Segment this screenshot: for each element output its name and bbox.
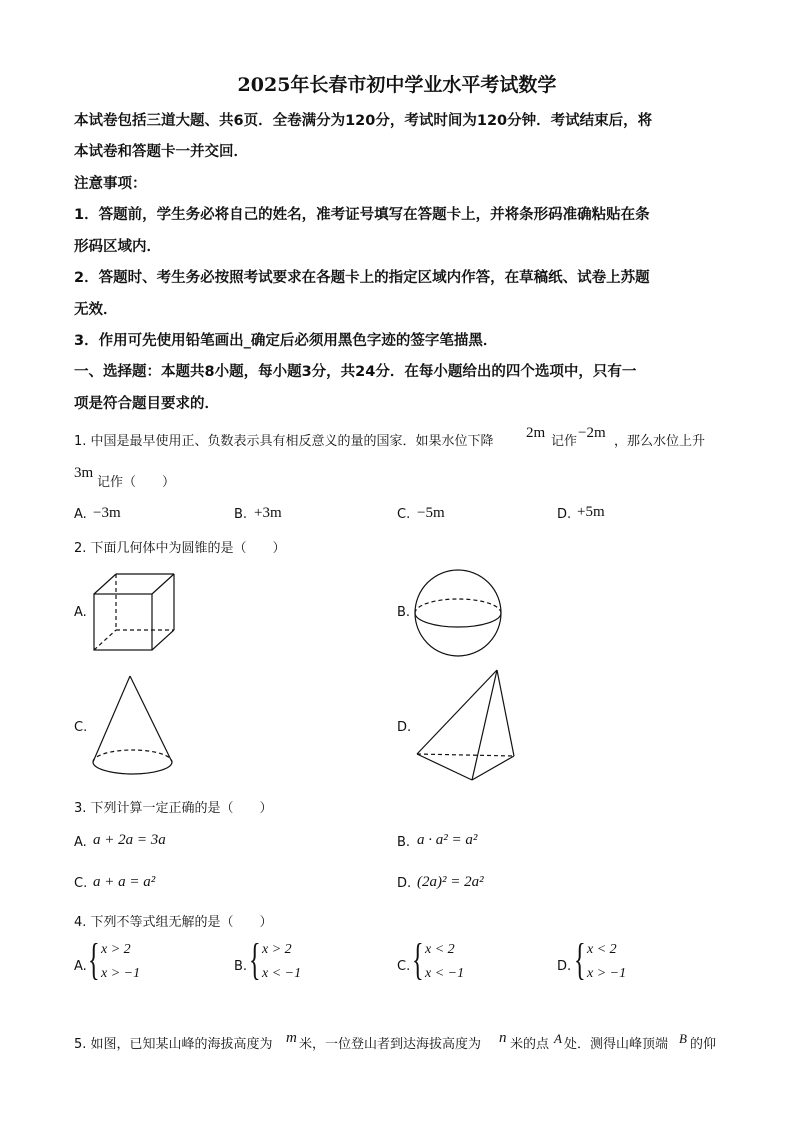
q3-option-b-expr: a · a² = a² bbox=[417, 832, 478, 848]
intro-line-1: 本试卷包括三道大题、共6页．全卷满分为120分，考试时间为120分钟．考试结束后，将 bbox=[74, 113, 653, 129]
q5-var-m: m bbox=[286, 1030, 297, 1046]
q4-option-c-bottom: x < −1 bbox=[425, 966, 465, 981]
q3-option-d-label: D. bbox=[397, 876, 412, 891]
q3-option-c-expr: a + a = a² bbox=[93, 874, 156, 890]
q4-option-d-brace: { bbox=[574, 935, 586, 984]
q1-text-a: 1. 中国是最早使用正、负数表示具有相反意义的量的国家．如果水位下降 bbox=[74, 434, 494, 449]
q3-text: 3. 下列计算一定正确的是（ ） bbox=[74, 801, 273, 816]
q3-option-b-label: B. bbox=[397, 835, 411, 850]
q1-option-d-label: D. bbox=[557, 507, 572, 522]
q4-option-c-label: C. bbox=[397, 959, 411, 974]
q4-option-c-top: x < 2 bbox=[425, 942, 455, 957]
notice-2a: 2．答题时、考生务必按照考试要求在各题卡上的指定区域内作答，在草稿纸、试卷上苏题 bbox=[74, 270, 650, 286]
q4-option-d-bottom: x > −1 bbox=[587, 966, 627, 981]
q4-option-b-top: x > 2 bbox=[262, 942, 292, 957]
q1-option-a-value: −3m bbox=[93, 505, 121, 521]
cube-figure bbox=[88, 570, 178, 655]
notice-3: 3．作用可先使用铅笔画出_确定后必须用黑色字迹的签字笔描黑． bbox=[74, 333, 498, 349]
notice-1a: 1．答题前，学生务必将自己的姓名，准考证号填写在答题卡上，并将条形码准确粘贴在条 bbox=[74, 207, 650, 223]
section1-line-2: 项是符合题目要求的． bbox=[74, 396, 219, 412]
q4-option-a-top: x > 2 bbox=[101, 942, 131, 957]
q4-option-d-label: D. bbox=[557, 959, 572, 974]
q5-text-c: 米的点 bbox=[510, 1037, 550, 1052]
q4-option-b-bottom: x < −1 bbox=[262, 966, 302, 981]
page-title: 2025年长春市初中学业水平考试数学 bbox=[237, 74, 557, 96]
q1-option-a-label: A. bbox=[74, 507, 87, 522]
q3-option-d-expr: (2a)² = 2a² bbox=[417, 874, 484, 890]
q2-label-b: B. bbox=[397, 605, 411, 620]
q1-val-1: 2m bbox=[526, 425, 546, 441]
q1-val-2: −2m bbox=[578, 425, 606, 441]
q1-option-d-value: +5m bbox=[577, 504, 605, 520]
q4-option-d-top: x < 2 bbox=[587, 942, 617, 957]
q5-text-a: 5. 如图，已知某山峰的海拔高度为 bbox=[74, 1037, 273, 1052]
notice-heading: 注意事项： bbox=[74, 176, 147, 192]
pyramid-figure bbox=[414, 666, 518, 784]
q4-option-c-brace: { bbox=[412, 935, 424, 984]
q3-option-c-label: C. bbox=[74, 876, 88, 891]
q5-var-n: n bbox=[499, 1030, 507, 1046]
q4-option-b-brace: { bbox=[249, 935, 261, 984]
sphere-figure bbox=[412, 567, 504, 659]
q1-option-c-value: −5m bbox=[417, 505, 445, 521]
q2-text: 2. 下面几何体中为圆锥的是（ ） bbox=[74, 541, 286, 556]
intro-line-2: 本试卷和答题卡一并交回． bbox=[74, 144, 248, 160]
q5-text-d: 处．测得山峰顶端 bbox=[564, 1037, 669, 1052]
q2-label-d: D. bbox=[397, 720, 412, 735]
q3-option-a-expr: a + 2a = 3a bbox=[93, 832, 166, 848]
q1-text-d: 记作（ ） bbox=[97, 475, 176, 490]
section1-line-1: 一、选择题：本题共8小题，每小题3分，共24分．在每小题给出的四个选项中，只有一 bbox=[74, 364, 637, 380]
q1-val-3: 3m bbox=[74, 465, 94, 481]
q1-option-b-value: +3m bbox=[254, 505, 282, 521]
notice-1b: 形码区域内． bbox=[74, 239, 161, 255]
notice-2b: 无效． bbox=[74, 302, 118, 318]
q4-option-a-bottom: x > −1 bbox=[101, 966, 141, 981]
q4-text: 4. 下列不等式组无解的是（ ） bbox=[74, 915, 273, 930]
q1-option-c-label: C. bbox=[397, 507, 411, 522]
q4-option-a-label: A. bbox=[74, 959, 87, 974]
q2-label-c: C. bbox=[74, 720, 88, 735]
q1-text-c: ，那么水位上升 bbox=[614, 434, 706, 449]
q1-text-b: 记作 bbox=[551, 434, 578, 449]
cone-figure bbox=[90, 672, 176, 778]
q3-option-a-label: A. bbox=[74, 835, 87, 850]
q4-option-a-brace: { bbox=[88, 935, 100, 984]
q5-var-b: B bbox=[679, 1031, 687, 1046]
q1-option-b-label: B. bbox=[234, 507, 248, 522]
q2-label-a: A. bbox=[74, 605, 87, 620]
q5-var-a: A bbox=[554, 1031, 562, 1046]
q5-text-b: 米，一位登山者到达海拔高度为 bbox=[299, 1037, 482, 1052]
q4-option-b-label: B. bbox=[234, 959, 248, 974]
q5-text-e: 的仰 bbox=[690, 1037, 717, 1052]
